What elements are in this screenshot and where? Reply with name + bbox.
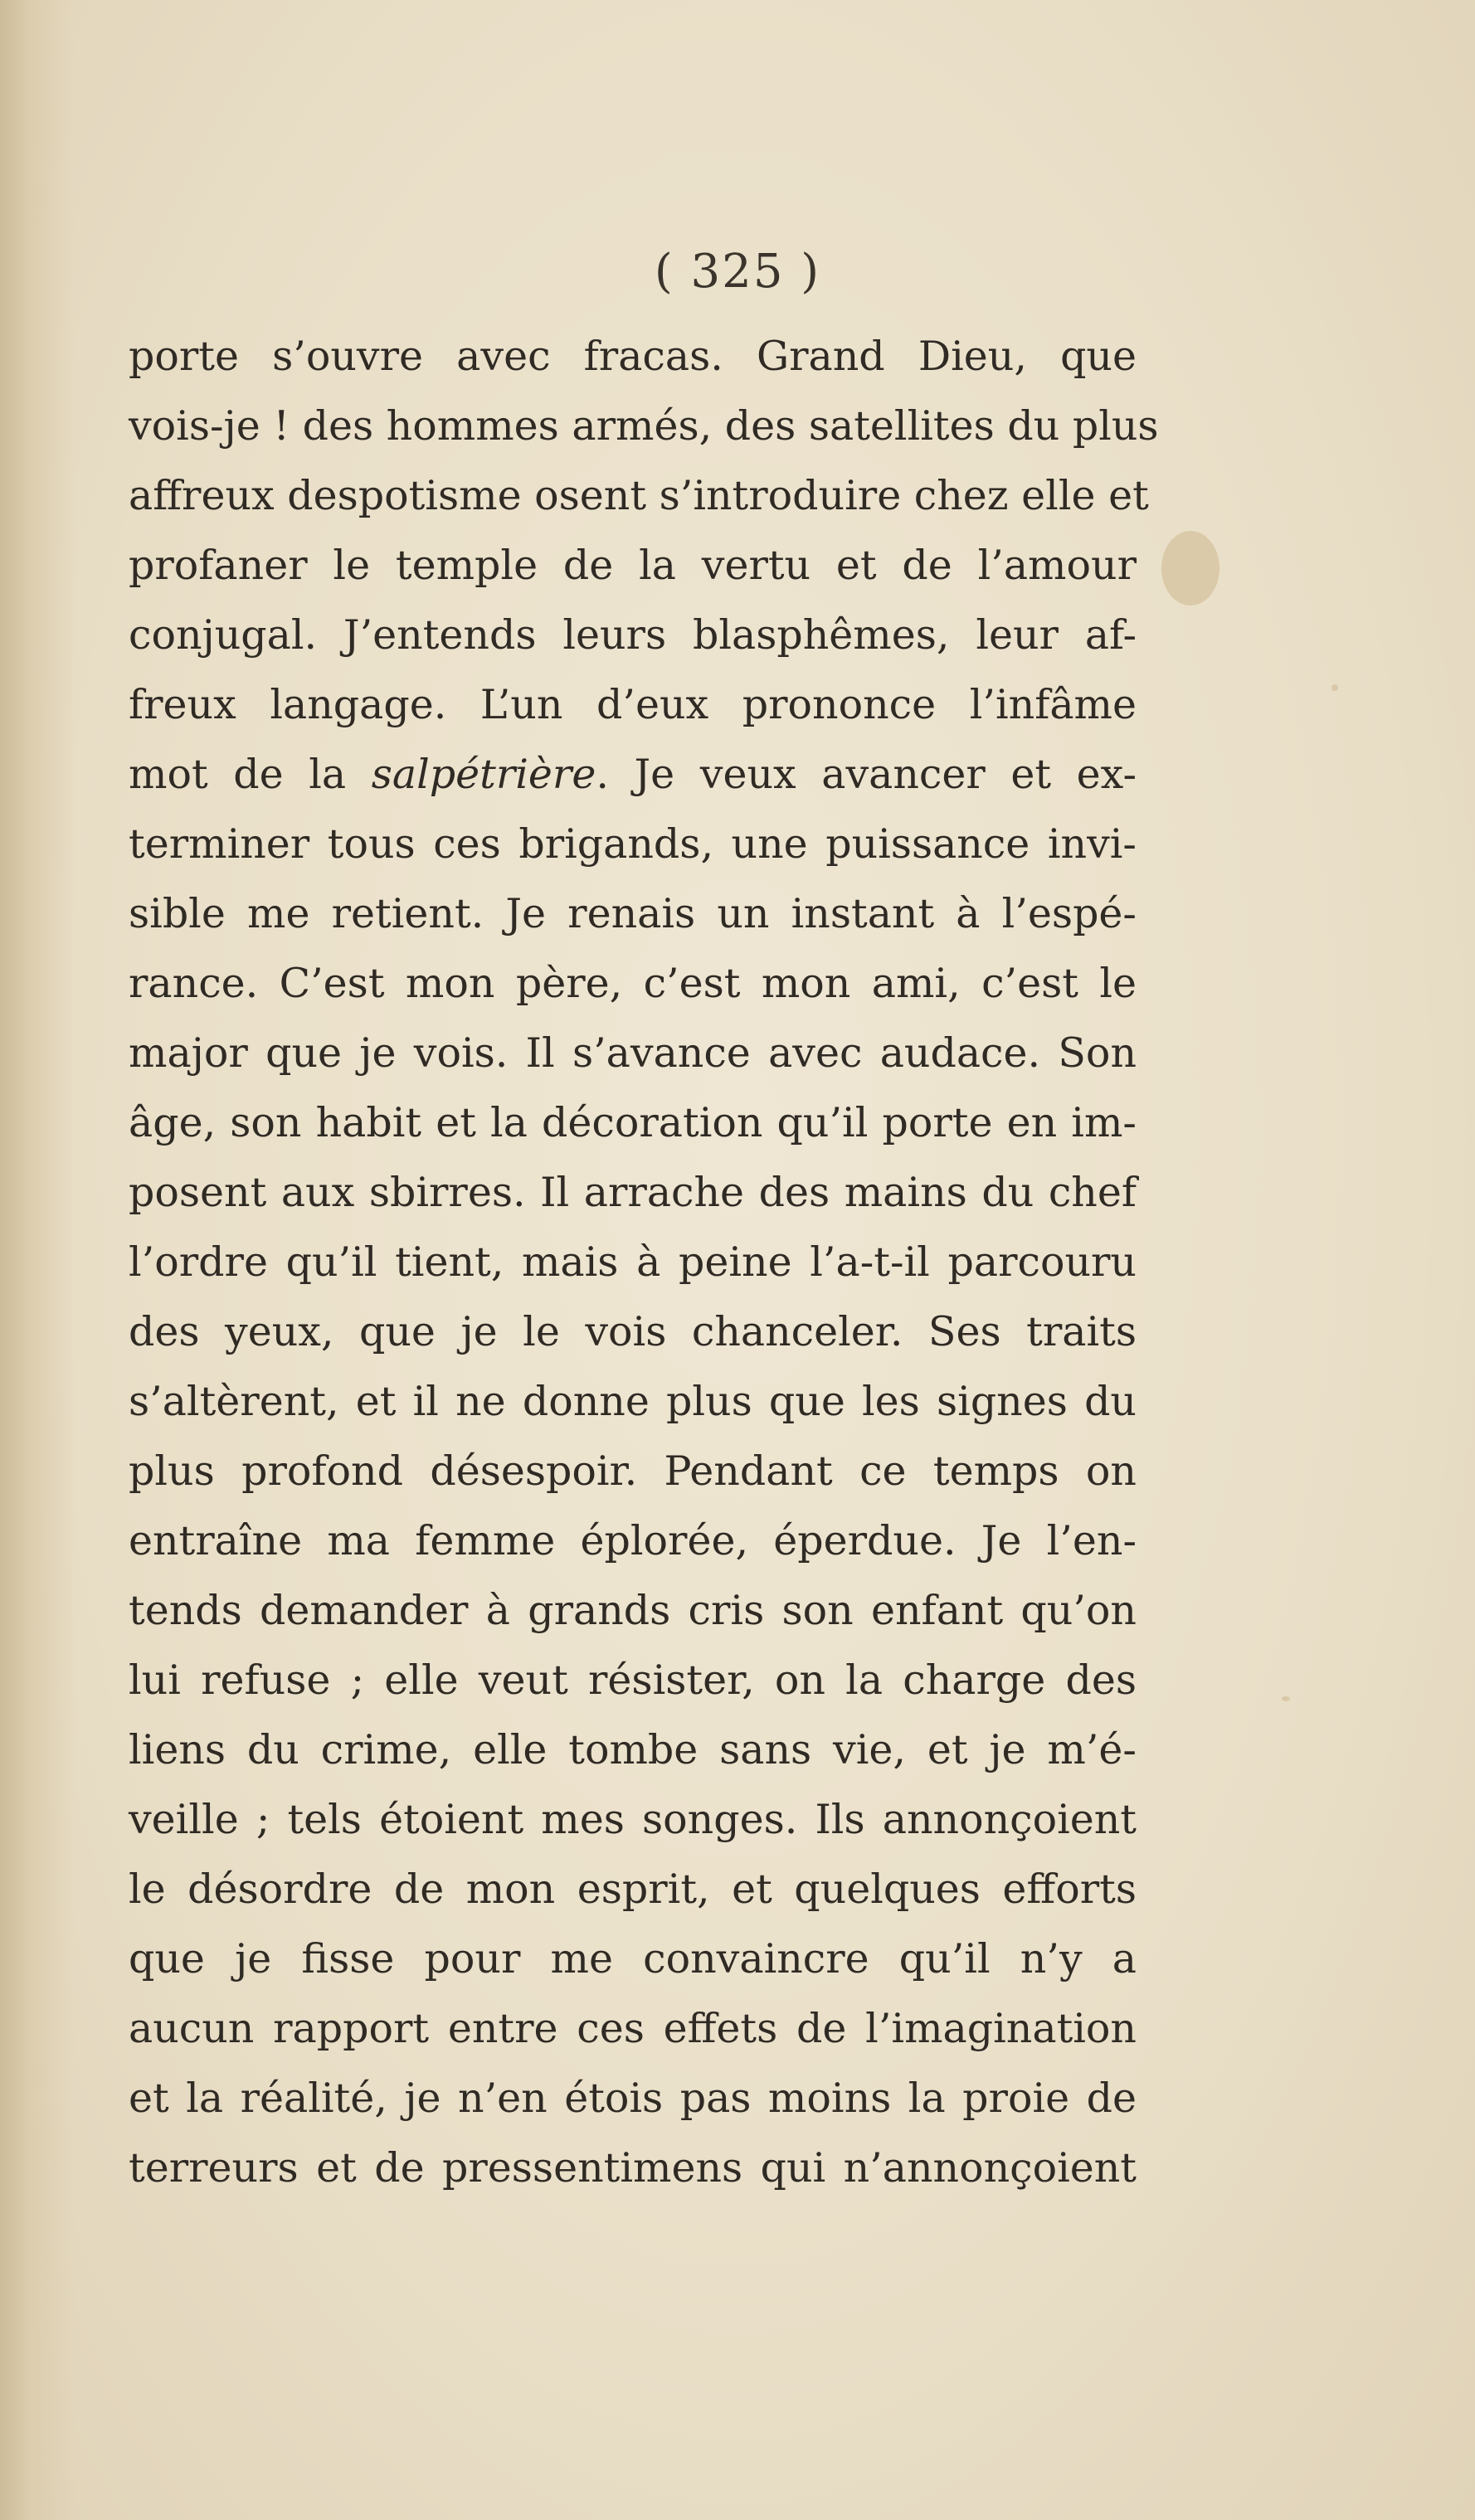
paper-stain: [1282, 1696, 1290, 1701]
text-line: que je fisse pour me convaincre qu’il n’y a: [129, 1935, 1137, 1982]
text-line: des yeux, que je le vois chanceler. Ses traits: [129, 1308, 1137, 1355]
text-line: vois-je ! des hommes armés, des satellites du plus: [129, 402, 1159, 450]
page-number-header: ( 325 ): [654, 245, 821, 299]
text-line: posent aux sbirres. Il arrache des mains du chef: [129, 1169, 1137, 1216]
text-line: s’altèrent, et il ne donne plus que les signes du: [129, 1378, 1137, 1425]
text-line: et la réalité, je n’en étois pas moins la proie de: [129, 2075, 1137, 2122]
text-line: profaner le temple de la vertu et de l’amour: [129, 542, 1137, 589]
text-line: conjugal. J’entends leurs blasphêmes, leur af-: [129, 611, 1137, 659]
text-line: rance. C’est mon père, c’est mon ami, c’est le: [129, 960, 1137, 1007]
text-line: tends demander à grands cris son enfant qu’on: [129, 1587, 1137, 1634]
text-line: major que je vois. Il s’avance avec audace. Son: [129, 1029, 1137, 1077]
text-line: liens du crime, elle tombe sans vie, et je m’é-: [129, 1726, 1137, 1773]
text-line: sible me retient. Je renais un instant à l’espé-: [129, 890, 1137, 937]
text-line: lui refuse ; elle veut résister, on la charge des: [129, 1656, 1137, 1704]
text-line: porte s’ouvre avec fracas. Grand Dieu, que: [129, 333, 1137, 380]
text-line: plus profond désespoir. Pendant ce temps on: [129, 1447, 1137, 1495]
text-line: terminer tous ces brigands, une puissance invi-: [129, 820, 1137, 868]
text-line: âge, son habit et la décoration qu’il porte en im-: [129, 1099, 1137, 1146]
binding-gutter-shadow: [0, 0, 75, 2520]
text-line: affreux despotisme osent s’introduire chez elle et: [129, 472, 1149, 519]
text-line: le désordre de mon esprit, et quelques efforts: [129, 1866, 1137, 1913]
text-line: veille ; tels étoient mes songes. Ils annonçoient: [129, 1796, 1137, 1843]
text-line: mot de la salpétrière. Je veux avancer et ex-: [129, 751, 1137, 798]
italic-word: salpétrière: [371, 751, 596, 798]
body-text: [129, 322, 1159, 2203]
text-line: aucun rapport entre ces effets de l’imagination: [129, 2005, 1137, 2052]
text-line: entraîne ma femme éplorée, éperdue. Je l’en-: [129, 1517, 1137, 1564]
text-line: l’ordre qu’il tient, mais à peine l’a-t-il parcouru: [129, 1238, 1137, 1286]
text-line: terreurs et de pressentimens qui n’annonçoient: [129, 2144, 1137, 2192]
paper-stain: [1161, 531, 1219, 606]
text-line: freux langage. L’un d’eux prononce l’infâme: [129, 681, 1137, 728]
paper-stain: [1331, 684, 1338, 691]
